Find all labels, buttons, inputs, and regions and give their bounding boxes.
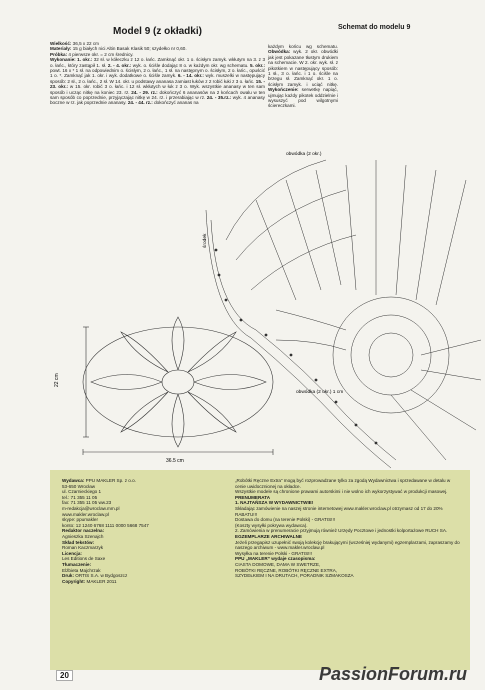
- instructions-text: Wielkość: 36,5 x 22 cm Materiały: 15 g białych nici Altin Basak Klasik 50; szydełko nr 0,60. Próbka: 4 pierwsze okr. = 2 cm średnicy. Wykonanie: 1. okr.: 32 sł. w kółeczku z 12 o. łańc. Zamknąć okr. 1 o. ścisłym zamyk. wkłutym na 3. z 3 o. łańc., który zastąpił 1. sł. 2. - 4. okr.: wyk. o. ściśle dodając 8 o. w każdym okr. wg schematu. 5. okr.: powt. 16 x * 1 sł. na odpowiednim o. ścisłym, 2 o. łańc., 1 sł. na następnym o. ścisłym, 2 o. łańc., opuścić 1 o. *. Zamknąć jak 1. okr. i wyk. dodatkowe o. ściśle zamyk. 6. - 14. okr.: wyk. muszelki w następujący sposób: 2 sł., 2 o. łańc., 2 sł. W 14. okr. u podstawy ananasa zamiast łuków z 2 robić łuki z 3 o. łańc. 15. - 23. okr.: w 15. okr. robić 3 o. łańc. i 12 sł. wkłutych w łuk z 3 o. Wyk. wszystkie ananasy w ten sam sposób i ucząc nitkę na koniec 23. rz. 24. - 29. rz.: dokończyć 6 ananasów na 2 końcach owalu w ten sam sposób co poprzednie, przyjączając nitkę w 24. rz. i przerabiając w rz. 24. - 35.rz.: wyk. 4 ananasy boczne w rz. jak poprzednie ananasy. 24. - 44. rz.: dokończyć ananas na: [50, 41, 265, 106]
- footer-line: Wydawca: PPU MAKLER Sp. z o.o.: [62, 478, 136, 483]
- footer-line: Skład tekstów:: [62, 539, 95, 545]
- footer-line: Redaktor naczelna:: [62, 528, 105, 534]
- footer-line: Jeżeli przegapisz uzupełnić swoją kolekcję brakującymi (wcześniej wydanymi) egzemplarzami, zapraszamy do naszego archiwum - www.makler.wroclaw.pl: [235, 539, 460, 551]
- instructions-column: [50, 26, 265, 106]
- label-edging-2: obwódka (2 okr.): [286, 152, 322, 157]
- footer-line: Les Editions de Saxe: [62, 556, 106, 562]
- footer-line: 1. NAJTAŃSZA W WYDAWNICTWIE!: [235, 500, 314, 506]
- footer-line: CIASTA DOMOWE, DAMA W SWETRZE,: [235, 561, 321, 567]
- footer-line: m-redakcja@wroclaw.mm.pl: [62, 505, 120, 511]
- footer-line: Agnieszka Szenajch: [62, 533, 104, 539]
- footer-line: skype: ppumakler: [62, 517, 99, 523]
- watermark: PassionForum.ru: [318, 664, 467, 684]
- footer-line: 2. Zamówienia w prenumeracie przyjmują również Urzędy Pocztowe i jednostki kolportażowe RUCH SA.: [235, 528, 448, 534]
- schema-title: Schemat do modelu 9: [338, 24, 411, 31]
- imprint: [62, 478, 232, 584]
- footer-line: ROBÓTKI RĘCZNE, ROBÓTKI RĘCZNE EXTRA,: [235, 567, 338, 573]
- footer-line: SZYDEŁKIEM I NA DRUTACH, PORADNIK SZMAKOSZA: [235, 573, 354, 579]
- footer-line: Wszystkie modele są chronione prawami autorskimi i nie wolno ich wykorzystywać w produkcji masowej.: [235, 489, 448, 495]
- footer-line: Druk: ORTIS S.A. w Bydgoszcz: [62, 573, 128, 579]
- dimension-height: 22 cm: [54, 373, 60, 387]
- footer-line: PPU „MAKLER” wydaje czasopisma:: [235, 556, 316, 562]
- page-number: 20: [56, 670, 73, 681]
- subscription-info: [235, 478, 460, 579]
- chart-center-circle: [333, 297, 449, 413]
- footer-line: ul. Czarnieckiego 1: [62, 489, 102, 495]
- doily-outline: [46, 312, 276, 462]
- footer-line: 53-650 Wrocław: [62, 483, 96, 489]
- footer-line: Licencja:: [62, 550, 82, 556]
- footer-line: Elżbieta Majchrzak: [62, 567, 101, 573]
- footer-line: EGZEMPLARZE ARCHIWALNE: [235, 533, 302, 539]
- footer-line: tel.: 71 355 11 05: [62, 494, 98, 500]
- footer-line: Copyright: MAKLER 2011: [62, 578, 117, 584]
- footer-line: fax: 71 355 11 05 ww.23: [62, 500, 112, 506]
- footer-line: (Koszty wysyłki pokrywa wydawca).: [235, 522, 308, 528]
- footer-line: Roman Kaczmarzyk: [62, 545, 104, 551]
- instructions-continued: każdym końcu wg schematu. Obwódka: wyk. 2 okr. obwódki jak jest pokazane tłustym drukiem na schemacie. W 2. okr. wyk. sł. z pikotkiem w następujący sposób: 1 sł., 3 o. łańc. i 1 o. ściśle na brzegu sł. Zamknąć okr. 1 o. ścisłym zamyk. i uciąć nitkę. Wykończenie: serwetkę napiąć, ujmując każdy pikotek oddzielnie i wysuszyć pod wilgotnymi ściereczkami.: [268, 44, 338, 109]
- footer-line: www.makler.wroclaw.pl: [62, 511, 109, 517]
- footer-line: Tłumaczenie:: [62, 561, 92, 567]
- footer-line: Składając zamówienie na naszej stronie internetowej www.makler.wroclaw.pl otrzymasz od 17 do 20% RABATU!!!: [235, 505, 443, 517]
- footer-line: Dostawa do domu (na terenie Polski) - GRATIS!!!: [235, 517, 335, 523]
- footer-line: konto: 12 1240 6768 1111 0000 5668 7547: [62, 522, 149, 528]
- footer-line: Wysyłka na terenie Polski - GRATIS!!!: [235, 550, 312, 556]
- label-edging-1: obwódka (2 okr.) 1 cm: [296, 390, 344, 395]
- dimension-width: 36,5 cm: [166, 458, 184, 462]
- model-title: Model 9 (z okładki): [113, 26, 202, 37]
- publisher-footer: [50, 470, 470, 670]
- footer-line: PRENUMERATA: [235, 494, 271, 500]
- label-center: środek: [203, 233, 208, 248]
- footer-line: „Robótki Ręczne Extra” mogą być rozprowadzane tylko za zgodą Wydawnictwa i sprzedawane w detalu w cenie uwidocznionej na okładce.: [235, 478, 451, 489]
